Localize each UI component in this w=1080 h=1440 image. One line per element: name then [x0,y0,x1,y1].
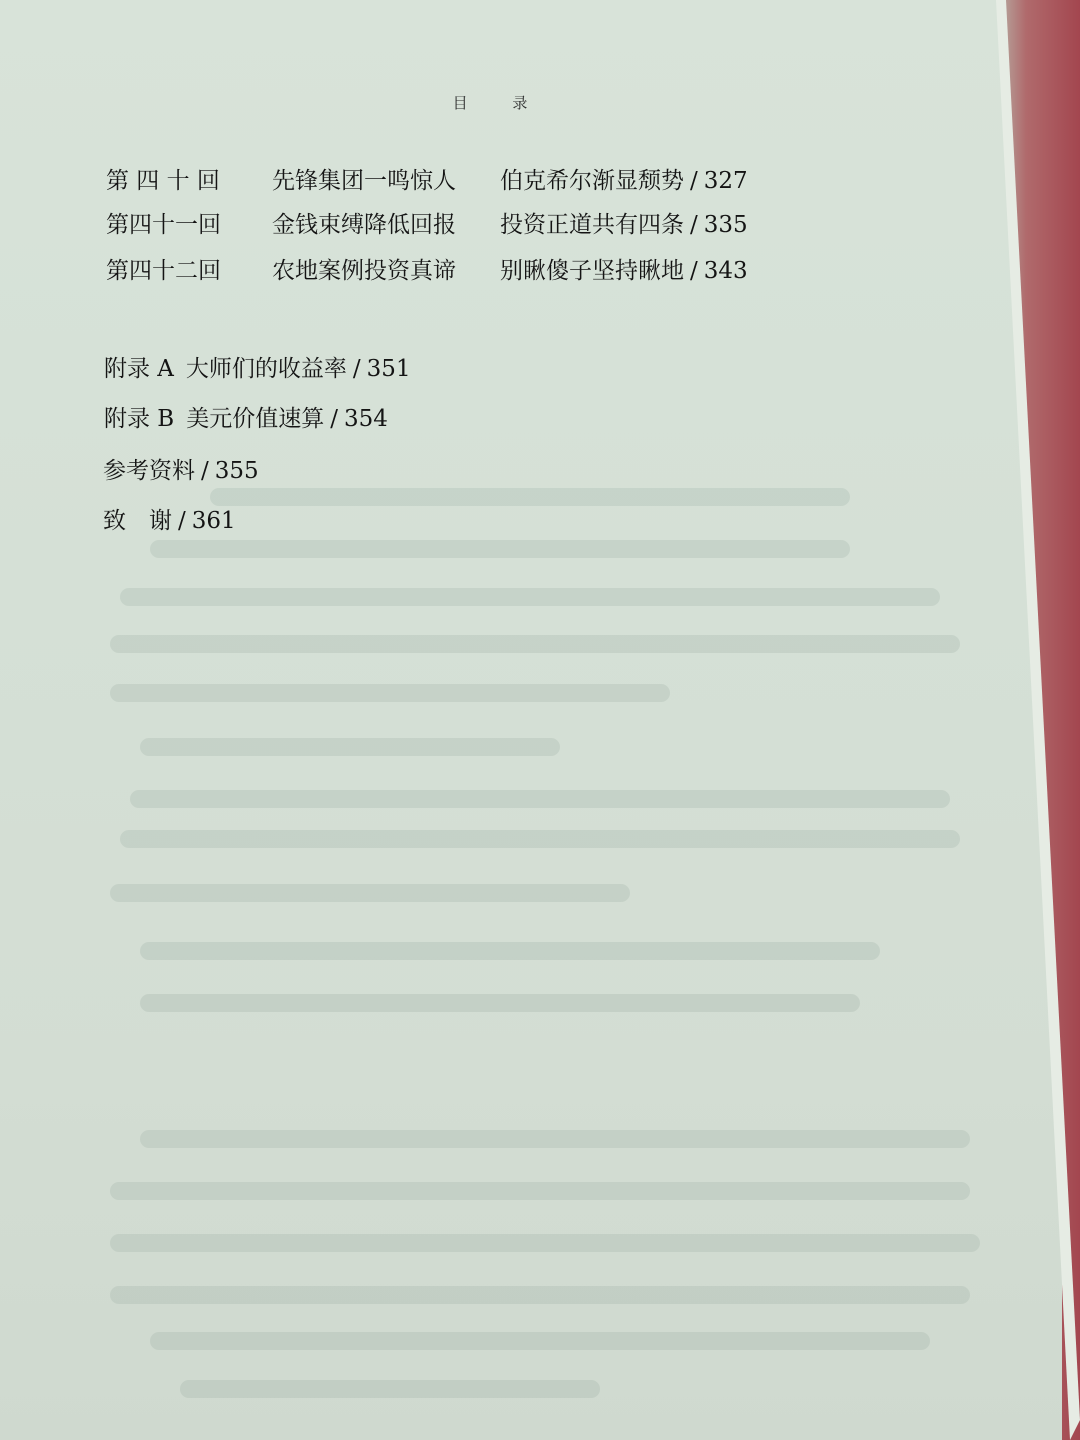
page-number: 354 [343,406,388,432]
appendix-title: 大师们的收益率 [185,356,347,382]
appendix-label: 附录 A [104,356,174,382]
chapter-title-part1: 农地案例投资真谛 [272,258,456,284]
page-number: 361 [191,508,236,534]
references-title: 参考资料 [103,458,195,484]
chapter-title-part1: 先锋集团一鸣惊人 [272,168,456,194]
page-number: 335 [703,212,748,238]
page-title: 目 录 [452,94,548,112]
page-separator: / [330,406,338,432]
chapter-label: 第 四 十 回 [106,168,220,194]
chapter-title-part2: 别瞅傻子坚持瞅地 [500,258,684,284]
page-number: 327 [703,168,748,194]
toc-entry-appendix-b[interactable] [104,400,388,433]
toc-entry-appendix-a[interactable] [104,350,411,383]
page-separator: / [201,458,209,484]
page-separator: / [690,212,698,238]
toc-entry-references[interactable] [103,452,259,485]
page-separator: / [178,508,186,534]
chapter-title-part2: 投资正道共有四条 [500,212,684,238]
acknowledgements-title: 致 谢 [103,508,172,534]
toc-entry-acknowledgements[interactable] [103,502,236,535]
page-separator: / [352,356,361,382]
chapter-label: 第四十一回 [106,212,221,238]
page-number: 343 [703,258,748,284]
chapter-title-part1: 金钱束缚降低回报 [272,212,456,238]
page-number: 355 [214,458,259,484]
appendix-label: 附录 B [104,406,175,432]
page-number: 351 [366,356,411,382]
appendix-title: 美元价值速算 [186,406,325,432]
toc-entry-chapter-40[interactable] [106,162,748,195]
toc-entry-chapter-41[interactable] [106,206,748,239]
toc-entry-chapter-42[interactable] [106,252,748,285]
chapter-title-part2: 伯克希尔渐显颓势 [500,168,684,194]
page-separator: / [690,168,698,194]
page-separator: / [690,258,698,284]
chapter-label: 第四十二回 [106,258,221,284]
